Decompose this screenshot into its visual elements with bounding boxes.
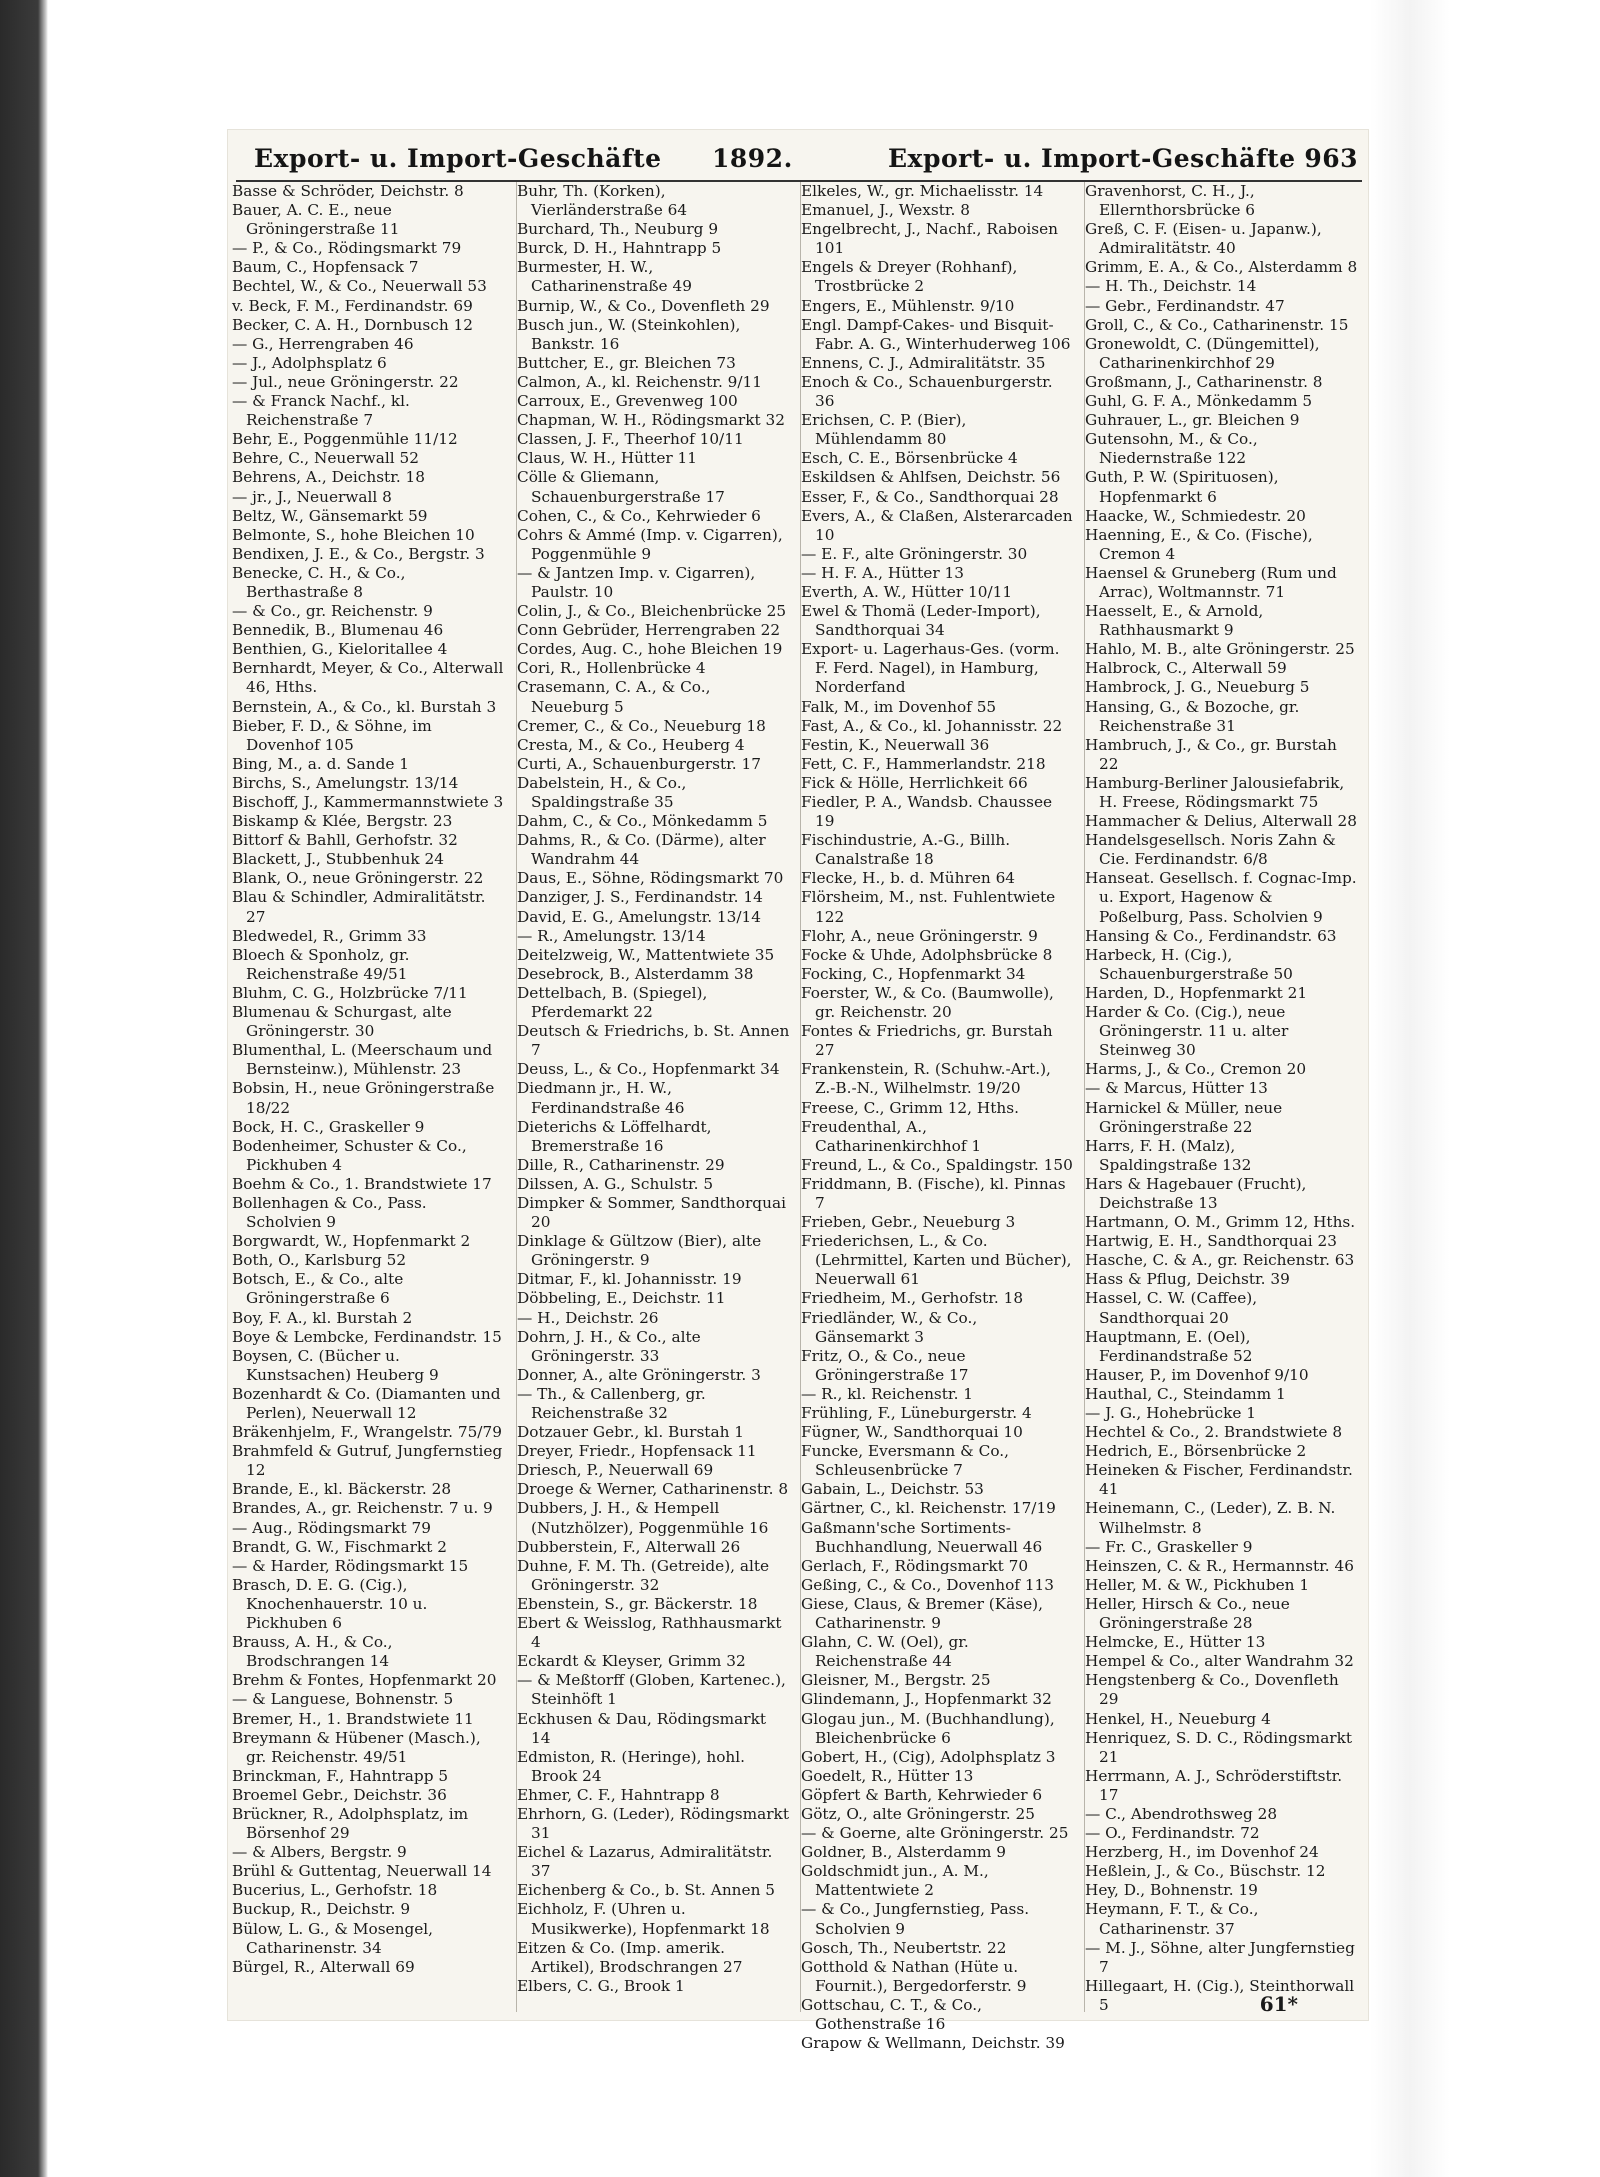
directory-entry: Buhr, Th. (Korken), Vierländerstraße 64 xyxy=(517,182,688,220)
directory-entry: Freudenthal, A., Catharinenkirchhof 1 xyxy=(801,1117,982,1155)
directory-entry: Harden, D., Hopfenmarkt 21 xyxy=(1085,983,1308,1002)
directory-entry: Gottschau, C. T., & Co., Gothenstraße 16 xyxy=(801,1995,982,2033)
directory-entry: Bieber, F. D., & Söhne, im Dovenhof 105 xyxy=(232,716,432,754)
scan-binding-edge xyxy=(0,0,48,2177)
directory-entry: — E. F., alte Gröningerstr. 30 xyxy=(801,544,1028,563)
directory-entry: — & Harder, Rödingsmarkt 15 xyxy=(232,1556,469,1575)
directory-entry: Benthien, G., Kieloritallee 4 xyxy=(232,640,448,659)
directory-entry: Burnip, W., & Co., Dovenfleth 29 xyxy=(517,296,770,315)
directory-entry: Brande, E., kl. Bäckerstr. 28 xyxy=(232,1480,452,1499)
directory-entry: Flecke, H., b. d. Mühren 64 xyxy=(801,869,1016,888)
directory-entry: — & Co., gr. Reichenstr. 9 xyxy=(232,602,433,621)
directory-entry: Export- u. Lagerhaus-Ges. (vorm. F. Ferd. Nagel), in Hamburg, Norderfand xyxy=(801,640,1060,697)
directory-entry: Dettelbach, B. (Spiegel), Pferdemarkt 22 xyxy=(517,983,708,1022)
directory-entry: Bollenhagen & Co., Pass. Scholvien 9 xyxy=(232,1193,427,1232)
directory-entry: Herrmann, A. J., Schröderstiftstr. 17 xyxy=(1085,1766,1343,1804)
directory-entry: — jr., J., Neuerwall 8 xyxy=(232,487,392,506)
directory-entry: Engl. Dampf-Cakes- und Bisquit-Fabr. A. G., Winterhuderweg 106 xyxy=(801,315,1071,353)
directory-entry: Both, O., Karlsburg 52 xyxy=(232,1251,407,1270)
directory-entry: Dimpker & Sommer, Sandthorquai 20 xyxy=(517,1193,786,1232)
directory-entry: Dabelstein, H., & Co., Spaldingstraße 35 xyxy=(517,773,687,811)
directory-entry: Gabain, L., Deichstr. 53 xyxy=(801,1480,984,1499)
directory-entry: Fick & Hölle, Herrlichkeit 66 xyxy=(801,773,1028,792)
directory-entry: Duhne, F. M. Th. (Getreide), alte Gröningerstr. 32 xyxy=(517,1556,770,1594)
directory-entry: Birchs, S., Amelungstr. 13/14 xyxy=(232,773,459,792)
directory-entry: Hambruch, J., & Co., gr. Burstah 22 xyxy=(1085,735,1337,773)
directory-entry: Blumenau & Schurgast, alte Gröningerstr. 30 xyxy=(232,1003,452,1041)
directory-entry: Calmon, A., kl. Reichenstr. 9/11 xyxy=(517,372,763,391)
directory-entry: Behrens, A., Deichstr. 18 xyxy=(232,468,426,487)
directory-entry: Freund, L., & Co., Spaldingstr. 150 xyxy=(801,1155,1073,1174)
directory-entry: Goedelt, R., Hütter 13 xyxy=(801,1766,974,1785)
directory-entry: — & Albers, Bergstr. 9 xyxy=(232,1843,407,1862)
directory-entry: Hansing, G., & Bozoche, gr. Reichenstraße 31 xyxy=(1085,697,1300,735)
directory-entry: Freese, C., Grimm 12, Hths. xyxy=(801,1098,1019,1117)
directory-entry: — Fr. C., Graskeller 9 xyxy=(1085,1537,1253,1556)
directory-entry: Hassel, C. W. (Caffee), Sandthorquai 20 xyxy=(1085,1289,1258,1327)
header-year: 1892. xyxy=(712,144,793,173)
directory-entry: Heßlein, J., & Co., Büschstr. 12 xyxy=(1085,1862,1326,1881)
directory-entry: Bluhm, C. G., Holzbrücke 7/11 xyxy=(232,983,468,1002)
directory-entry: Engelbrecht, J., Nachf., Raboisen 101 xyxy=(801,220,1058,258)
directory-entry: Frieben, Gebr., Neueburg 3 xyxy=(801,1213,1016,1232)
directory-entry: — Th., & Callenberg, gr. Reichenstraße 32 xyxy=(517,1384,706,1422)
directory-entry: Bechtel, W., & Co., Neuerwall 53 xyxy=(232,277,487,296)
directory-entry: Eckardt & Kleyser, Grimm 32 xyxy=(517,1652,746,1671)
directory-entry: Hansing & Co., Ferdinandstr. 63 xyxy=(1085,926,1337,945)
directory-entry: Baum, C., Hopfensack 7 xyxy=(232,258,419,277)
directory-entry: Blackett, J., Stubbenhuk 24 xyxy=(232,850,444,869)
directory-entry: Chapman, W. H., Rödingsmarkt 32 xyxy=(517,411,785,430)
directory-entry: Cori, R., Hollenbrücke 4 xyxy=(517,659,706,678)
directory-entry: Frankenstein, R. (Schuhw.-Art.), Z.-B.-N., Wilhelmstr. 19/20 xyxy=(801,1060,1051,1098)
directory-entry: Brückner, R., Adolphsplatz, im Börsenhof 29 xyxy=(232,1804,469,1843)
directory-entry: Herzberg, H., im Dovenhof 24 xyxy=(1085,1843,1319,1862)
directory-entry: Daus, E., Söhne, Rödingsmarkt 70 xyxy=(517,869,784,888)
directory-entry: Fischindustrie, A.-G., Billh. Canalstraße 18 xyxy=(801,831,1011,869)
directory-entry: Ehmer, C. F., Hahntrapp 8 xyxy=(517,1785,720,1804)
directory-entry: Dotzauer Gebr., kl. Burstah 1 xyxy=(517,1423,745,1442)
directory-entry: Ebert & Weisslog, Rathhausmarkt 4 xyxy=(517,1614,782,1652)
directory-entry: Benecke, C. H., & Co., Berthastraße 8 xyxy=(232,563,406,601)
directory-entry: Beltz, W., Gänsemarkt 59 xyxy=(232,506,428,525)
directory-entry: Grapow & Wellmann, Deichstr. 39 xyxy=(801,2034,1065,2053)
directory-entry: Fritz, O., & Co., neue Gröningerstraße 17 xyxy=(801,1346,969,1384)
directory-entry: Colin, J., & Co., Bleichenbrücke 25 xyxy=(517,602,787,621)
directory-entry: Guth, P. W. (Spirituosen), Hopfenmarkt 6 xyxy=(1085,468,1279,506)
directory-entry: Bobsin, H., neue Gröningerstraße 18/22 xyxy=(232,1079,495,1117)
directory-entry: Dubbers, J. H., & Hempell (Nutzhölzer), Poggenmühle 16 xyxy=(517,1499,769,1537)
header-section-title-left: Export- u. Import-Geschäfte xyxy=(254,144,662,173)
directory-entry: Cremer, C., & Co., Neueburg 18 xyxy=(517,716,766,735)
directory-entry: Boy, F. A., kl. Burstah 2 xyxy=(232,1308,413,1327)
directory-entry: Blank, O., neue Gröningerstr. 22 xyxy=(232,869,484,888)
directory-entry: Eitzen & Co. (Imp. amerik. Artikel), Brodschrangen 27 xyxy=(517,1938,743,1976)
directory-entry: Focke & Uhde, Adolphsbrücke 8 xyxy=(801,945,1053,964)
directory-entry: Hartmann, O. M., Grimm 12, Hths. xyxy=(1085,1213,1356,1232)
directory-entry: Hass & Pflug, Deichstr. 39 xyxy=(1085,1270,1290,1289)
directory-entry: Harms, J., & Co., Cremon 20 xyxy=(1085,1060,1307,1079)
directory-entry: — Gebr., Ferdinandstr. 47 xyxy=(1085,296,1285,315)
directory-entry: Cresta, M., & Co., Heuberg 4 xyxy=(517,735,745,754)
directory-entry: Haacke, W., Schmiedestr. 20 xyxy=(1085,506,1306,525)
directory-entry: Bing, M., a. d. Sande 1 xyxy=(232,754,410,773)
directory-entry: Heller, M. & W., Pickhuben 1 xyxy=(1085,1575,1310,1594)
directory-entry: Handelsgesellsch. Noris Zahn & Cie. Ferdinandstr. 6/8 xyxy=(1085,831,1336,869)
directory-entry: Biskamp & Klée, Bergstr. 23 xyxy=(232,812,453,831)
directory-entry: — & Marcus, Hütter 13 xyxy=(1085,1079,1268,1098)
directory-entry: — & Languese, Bohnenstr. 5 xyxy=(232,1690,454,1709)
directory-entry: Ditmar, F., kl. Johannisstr. 19 xyxy=(517,1270,742,1289)
directory-entry: Greß, C. F. (Eisen- u. Japanw.), Admiralitätstr. 40 xyxy=(1085,220,1322,258)
directory-entry: Cohrs & Ammé (Imp. v. Cigarren), Poggenmühle 9 xyxy=(517,525,783,563)
directory-entry: Gronewoldt, C. (Düngemittel), Catharinenkirchhof 29 xyxy=(1085,334,1320,372)
directory-entry: — C., Abendrothsweg 28 xyxy=(1085,1804,1278,1823)
directory-entry: Brahmfeld & Gutruf, Jungfernstieg 12 xyxy=(232,1442,503,1480)
directory-entry: Göpfert & Barth, Kehrwieder 6 xyxy=(801,1785,1043,1804)
directory-entry: Hartwig, E. H., Sandthorquai 23 xyxy=(1085,1232,1337,1251)
directory-entry: — Jul., neue Gröningerstr. 22 xyxy=(232,372,459,391)
directory-entry: David, E. G., Amelungstr. 13/14 xyxy=(517,907,762,926)
directory-entry: Hauthal, C., Steindamm 1 xyxy=(1085,1384,1286,1403)
directory-entry: Dohrn, J. H., & Co., alte Gröningerstr. 33 xyxy=(517,1327,701,1365)
directory-entry: Goldner, B., Alsterdamm 9 xyxy=(801,1843,1007,1862)
directory-entry: Carroux, E., Grevenweg 100 xyxy=(517,392,738,411)
directory-entry: Hasche, C. & A., gr. Reichenstr. 63 xyxy=(1085,1251,1355,1270)
directory-entry: Festin, K., Neuerwall 36 xyxy=(801,735,990,754)
directory-entry: Grimm, E. A., & Co., Alsterdamm 8 xyxy=(1085,258,1358,277)
directory-entry: Gravenhorst, C. H., J., Ellernthorsbrücke 6 xyxy=(1085,182,1255,220)
directory-entry: Hahlo, M. B., alte Gröningerstr. 25 xyxy=(1085,640,1355,659)
directory-entry: Behr, E., Poggenmühle 11/12 xyxy=(232,430,458,449)
directory-entry: Bledwedel, R., Grimm 33 xyxy=(232,926,427,945)
directory-entry: Glahn, C. W. (Oel), gr. Reichenstraße 44 xyxy=(801,1633,969,1671)
directory-entry: — R., kl. Reichenstr. 1 xyxy=(801,1384,974,1403)
directory-entry: Ehrhorn, G. (Leder), Rödingsmarkt 31 xyxy=(517,1804,789,1843)
directory-entry: Curti, A., Schauenburgerstr. 17 xyxy=(517,754,761,773)
directory-entry: — O., Ferdinandstr. 72 xyxy=(1085,1824,1260,1843)
directory-entry: Dieterichs & Löffelhardt, Bremerstraße 16 xyxy=(517,1117,712,1155)
directory-entry: Guhrauer, L., gr. Bleichen 9 xyxy=(1085,411,1300,430)
directory-entry: Fiedler, P. A., Wandsb. Chaussee 19 xyxy=(801,793,1053,831)
directory-entry: Gobert, H., (Cig), Adolphsplatz 3 xyxy=(801,1747,1056,1766)
directory-entry: — & Co., Jungfernstieg, Pass. Scholvien 9 xyxy=(801,1900,1030,1938)
directory-entry: Belmonte, S., hohe Bleichen 10 xyxy=(232,525,475,544)
directory-entry: Henkel, H., Neueburg 4 xyxy=(1085,1709,1271,1728)
directory-entry: Bülow, L. G., & Mosengel, Catharinenstr. 34 xyxy=(232,1919,434,1957)
directory-entry: Burchard, Th., Neuburg 9 xyxy=(517,220,719,239)
directory-entry: Friedländer, W., & Co., Gänsemarkt 3 xyxy=(801,1308,978,1346)
directory-entry: Crasemann, C. A., & Co., Neueburg 5 xyxy=(517,678,711,716)
directory-entry: Burmester, H. W., Catharinenstraße 49 xyxy=(517,258,692,296)
directory-entry: Cölle & Gliemann, Schauenburgerstraße 17 xyxy=(517,468,725,506)
directory-entry: Broemel Gebr., Deichstr. 36 xyxy=(232,1785,447,1804)
directory-entry: Erichsen, C. P. (Bier), Mühlendamm 80 xyxy=(801,411,967,449)
directory-entry: — R., Amelungstr. 13/14 xyxy=(517,926,706,945)
directory-entry: Frühling, F., Lüneburgerstr. 4 xyxy=(801,1404,1032,1422)
directory-entry: Engels & Dreyer (Rohhanf), Trostbrücke 2 xyxy=(801,258,1018,296)
column-1 xyxy=(232,182,505,2012)
directory-entry: Cohen, C., & Co., Kehrwieder 6 xyxy=(517,506,761,525)
directory-entry: — & Meßtorff (Globen, Kartenec.), Steinhöft 1 xyxy=(517,1671,786,1709)
directory-entry: Döbbeling, E., Deichstr. 11 xyxy=(517,1289,726,1308)
directory-entry: Ennens, C. J., Admiralitätstr. 35 xyxy=(801,353,1046,372)
directory-entry: Hechtel & Co., 2. Brandstwiete 8 xyxy=(1085,1423,1343,1442)
directory-entry: Harnickel & Müller, neue Gröningerstraße 22 xyxy=(1085,1098,1283,1136)
directory-entry: Brühl & Guttentag, Neuerwall 14 xyxy=(232,1862,492,1881)
directory-entry: Glogau jun., M. (Buchhandlung), Bleichenbrücke 6 xyxy=(801,1709,1055,1747)
directory-entry: Conn Gebrüder, Herrengraben 22 xyxy=(517,621,781,640)
directory-entry: Halbrock, C., Alterwall 59 xyxy=(1085,659,1287,678)
directory-entry: — H. Th., Deichstr. 14 xyxy=(1085,277,1257,296)
directory-entry: Heymann, F. T., & Co., Catharinenstr. 37 xyxy=(1085,1900,1259,1938)
directory-entry: Enoch & Co., Schauenburgerstr. 36 xyxy=(801,372,1053,411)
directory-entry: Eckhusen & Dau, Rödingsmarkt 14 xyxy=(517,1709,767,1747)
directory-entry: Bischoff, J., Kammermannstwiete 3 xyxy=(232,793,504,811)
directory-entry: Elbers, C. G., Brook 1 xyxy=(517,1976,685,1995)
directory-entry: Esch, C. E., Börsenbrücke 4 xyxy=(801,449,1018,468)
directory-entry: — Aug., Rödingsmarkt 79 xyxy=(232,1518,432,1537)
directory-entry: Hillegaart, H. (Cig.), Steinthorwall 5 xyxy=(1085,1976,1355,2014)
directory-entry: Flörsheim, M., nst. Fuhlentwiete 122 xyxy=(801,888,1056,926)
directory-entry: v. Beck, F. M., Ferdinandstr. 69 xyxy=(232,296,473,315)
directory-entry: Dinklage & Gültzow (Bier), alte Gröningerstr. 9 xyxy=(517,1232,762,1270)
directory-entry: Harrs, F. H. (Malz), Spaldingstraße 132 xyxy=(1085,1136,1252,1174)
directory-entry: Bock, H. C., Graskeller 9 xyxy=(232,1117,425,1136)
directory-entry: Götz, O., alte Gröningerstr. 25 xyxy=(801,1804,1035,1823)
directory-entry: Gärtner, C., kl. Reichenstr. 17/19 xyxy=(801,1499,1056,1518)
directory-entry: Becker, C. A. H., Dornbusch 12 xyxy=(232,315,474,334)
directory-entry: Emanuel, J., Wexstr. 8 xyxy=(801,201,970,220)
directory-entry: Eichel & Lazarus, Admiralitätstr. 37 xyxy=(517,1843,773,1881)
directory-entry: Gotthold & Nathan (Hüte u. Fournit.), Bergedorferstr. 9 xyxy=(801,1957,1027,1995)
directory-entry: Boye & Lembcke, Ferdinandstr. 15 xyxy=(232,1327,502,1346)
directory-entry: Claus, W. H., Hütter 11 xyxy=(517,449,698,468)
directory-entry: Friddmann, B. (Fische), kl. Pinnas 7 xyxy=(801,1174,1066,1212)
directory-entry: Everth, A. W., Hütter 10/11 xyxy=(801,582,1013,601)
directory-entry: Brehm & Fontes, Hopfenmarkt 20 xyxy=(232,1671,497,1690)
directory-entry: Behre, C., Neuerwall 52 xyxy=(232,449,419,468)
directory-entry: Guhl, G. F. A., Mönkedamm 5 xyxy=(1085,392,1313,411)
directory-entry: Eichholz, F. (Uhren u. Musikwerke), Hopfenmarkt 18 xyxy=(517,1900,770,1938)
directory-entry: — H. F. A., Hütter 13 xyxy=(801,563,964,582)
directory-entry: Hamburg-Berliner Jalousiefabrik, H. Freese, Rödingsmarkt 75 xyxy=(1085,773,1345,811)
directory-entry: Flohr, A., neue Gröningerstr. 9 xyxy=(801,926,1038,945)
directory-entry: Dreyer, Friedr., Hopfensack 11 xyxy=(517,1442,757,1461)
directory-entry: Goldschmidt jun., A. M., Mattentwiete 2 xyxy=(801,1862,989,1900)
directory-entry: Deuss, L., & Co., Hopfenmarkt 34 xyxy=(517,1060,780,1079)
directory-entry: Botsch, E., & Co., alte Gröningerstraße 6 xyxy=(232,1270,404,1308)
directory-entry: Boehm & Co., 1. Brandstwiete 17 xyxy=(232,1174,492,1193)
directory-entry: Bräkenhjelm, F., Wrangelstr. 75/79 xyxy=(232,1423,502,1442)
directory-entry: Burck, D. H., Hahntrapp 5 xyxy=(517,239,722,258)
directory-entry: Elkeles, W., gr. Michaelisstr. 14 xyxy=(801,182,1044,200)
directory-entry: — P., & Co., Rödingsmarkt 79 xyxy=(232,239,462,258)
directory-entry: Boysen, C. (Bücher u. Kunstsachen) Heuberg 9 xyxy=(232,1346,439,1384)
directory-entry: Blumenthal, L. (Meerschaum und Bernsteinw.), Mühlenstr. 23 xyxy=(232,1041,493,1079)
column-4 xyxy=(1084,182,1358,2012)
directory-entry: Hambrock, J. G., Neueburg 5 xyxy=(1085,678,1310,697)
directory-entry: — & Jantzen Imp. v. Cigarren), Paulstr. 10 xyxy=(517,563,756,601)
directory-entry: — G., Herrengraben 46 xyxy=(232,334,414,353)
directory-entry: Geßing, C., & Co., Dovenhof 113 xyxy=(801,1575,1055,1594)
directory-entry: Hammacher & Delius, Alterwall 28 xyxy=(1085,812,1358,831)
directory-entry: Haenning, E., & Co. (Fische), Cremon 4 xyxy=(1085,525,1313,563)
directory-entry: Hauser, P., im Dovenhof 9/10 xyxy=(1085,1365,1309,1384)
directory-entry: Danziger, J. S., Ferdinandstr. 14 xyxy=(517,888,763,907)
column-2 xyxy=(516,182,790,2012)
directory-entry: Basse & Schröder, Deichstr. 8 xyxy=(232,182,464,200)
directory-entry: Deitelzweig, W., Mattentwiete 35 xyxy=(517,945,775,964)
directory-page xyxy=(228,130,1368,2053)
scan-margin xyxy=(1370,0,1600,2177)
directory-entry: Donner, A., alte Gröningerstr. 3 xyxy=(517,1365,761,1384)
directory-entry: Dahms, R., & Co. (Därme), alter Wandrahm 44 xyxy=(517,831,766,869)
directory-entry: Bernhardt, Meyer, & Co., Alterwall 46, Hths. xyxy=(232,659,504,697)
directory-entry: Friederichsen, L., & Co. (Lehrmittel, Karten und Bücher), Neuerwall 61 xyxy=(801,1232,1072,1289)
directory-entry: Glindemann, J., Hopfenmarkt 32 xyxy=(801,1690,1052,1709)
directory-entry: Harder & Co. (Cig.), neue Gröningerstr. 11 u. alter Steinweg 30 xyxy=(1085,1003,1289,1060)
directory-entry: Edmiston, R. (Heringe), hohl. Brook 24 xyxy=(517,1747,746,1785)
directory-entry: Bauer, A. C. E., neue Gröningerstraße 11 xyxy=(232,201,400,239)
directory-entry: Hauptmann, E. (Oel), Ferdinandstraße 52 xyxy=(1085,1327,1253,1365)
directory-entry: Gutensohn, M., & Co., Niedernstraße 122 xyxy=(1085,430,1258,468)
directory-entry: Bodenheimer, Schuster & Co., Pickhuben 4 xyxy=(232,1136,467,1174)
directory-entry: — & Franck Nachf., kl. Reichenstraße 7 xyxy=(232,392,410,430)
directory-entry: Deutsch & Friedrichs, b. St. Annen 7 xyxy=(517,1022,790,1060)
directory-entry: Groll, C., & Co., Catharinenstr. 15 xyxy=(1085,315,1349,334)
directory-columns xyxy=(232,182,1364,2053)
page-number: 963 xyxy=(1304,144,1358,173)
sheet-signature: 61* xyxy=(1259,1992,1298,2016)
directory-entry: Borgwardt, W., Hopfenmarkt 2 xyxy=(232,1232,471,1251)
directory-entry: Gaßmann'sche Sortiments-Buchhandlung, Neuerwall 46 xyxy=(801,1518,1043,1556)
directory-entry: — M. J., Söhne, alter Jungfernstieg 7 xyxy=(1085,1938,1355,1976)
directory-entry: Bucerius, L., Gerhofstr. 18 xyxy=(232,1881,438,1900)
directory-entry: Hey, D., Bohnenstr. 19 xyxy=(1085,1881,1258,1900)
directory-entry: Cordes, Aug. C., hohe Bleichen 19 xyxy=(517,640,783,659)
directory-entry: Busch jun., W. (Steinkohlen), Bankstr. 16 xyxy=(517,315,741,353)
directory-entry: Falk, M., im Dovenhof 55 xyxy=(801,697,997,716)
directory-entry: Bozenhardt & Co. (Diamanten und Perlen), Neuerwall 12 xyxy=(232,1384,501,1422)
directory-entry: Henriquez, S. D. C., Rödingsmarkt 21 xyxy=(1085,1728,1353,1766)
directory-entry: Giese, Claus, & Bremer (Käse), Catharinenstr. 9 xyxy=(801,1594,1044,1633)
directory-entry: Bennedik, B., Blumenau 46 xyxy=(232,621,444,640)
directory-entry: Harbeck, H. (Cig.), Schauenburgerstraße 50 xyxy=(1085,945,1293,983)
directory-entry: Brauss, A. H., & Co., Brodschrangen 14 xyxy=(232,1633,393,1671)
directory-entry: Haensel & Gruneberg (Rum und Arrac), Woltmannstr. 71 xyxy=(1085,563,1337,601)
directory-entry: Engers, E., Mühlenstr. 9/10 xyxy=(801,296,1015,315)
header-section-title-right: Export- u. Import-Geschäfte xyxy=(888,144,1296,173)
directory-entry: Foerster, W., & Co. (Baumwolle), gr. Reichenstr. 20 xyxy=(801,983,1054,1022)
directory-entry: Ebenstein, S., gr. Bäckerstr. 18 xyxy=(517,1594,758,1613)
directory-entry: Bloech & Sponholz, gr. Reichenstraße 49/51 xyxy=(232,945,410,983)
directory-entry: Dubberstein, F., Alterwall 26 xyxy=(517,1537,741,1556)
directory-entry: Bernstein, A., & Co., kl. Burstah 3 xyxy=(232,697,497,716)
page-header xyxy=(236,144,1362,180)
directory-entry: Bendixen, J. E., & Co., Bergstr. 3 xyxy=(232,544,485,563)
directory-entry: Fügner, W., Sandthorquai 10 xyxy=(801,1423,1023,1442)
directory-entry: — J., Adolphsplatz 6 xyxy=(232,353,387,372)
directory-entry: Desebrock, B., Alsterdamm 38 xyxy=(517,964,754,983)
directory-entry: Hedrich, E., Börsenbrücke 2 xyxy=(1085,1442,1307,1461)
directory-entry: Brandt, G. W., Fischmarkt 2 xyxy=(232,1537,447,1556)
directory-entry: Evers, A., & Claßen, Alsterarcaden 10 xyxy=(801,506,1073,544)
directory-entry: Gerlach, F., Rödingsmarkt 70 xyxy=(801,1556,1029,1575)
directory-entry: Heinszen, C. & R., Hermannstr. 46 xyxy=(1085,1556,1354,1575)
directory-entry: Fontes & Friedrichs, gr. Burstah 27 xyxy=(801,1022,1053,1060)
directory-entry: Fett, C. F., Hammerlandstr. 218 xyxy=(801,754,1046,773)
directory-entry: Hars & Hagebauer (Frucht), Deichstraße 13 xyxy=(1085,1174,1307,1212)
directory-entry: Hengstenberg & Co., Dovenfleth 29 xyxy=(1085,1671,1339,1709)
directory-entry: — H., Deichstr. 26 xyxy=(517,1308,659,1327)
directory-entry: Dille, R., Catharinenstr. 29 xyxy=(517,1155,725,1174)
directory-entry: Haesselt, E., & Arnold, Rathhausmarkt 9 xyxy=(1085,602,1264,640)
directory-entry: Fast, A., & Co., kl. Johannisstr. 22 xyxy=(801,716,1063,735)
directory-entry: Bürgel, R., Alterwall 69 xyxy=(232,1957,415,1976)
directory-entry: Focking, C., Hopfenmarkt 34 xyxy=(801,964,1026,983)
directory-entry: Gleisner, M., Bergstr. 25 xyxy=(801,1671,991,1690)
directory-entry: Brasch, D. E. G. (Cig.), Knochenhauerstr. 10 u. Pickhuben 6 xyxy=(232,1575,428,1633)
directory-entry: Blau & Schindler, Admiralitätstr. 27 xyxy=(232,888,486,926)
directory-entry: Hempel & Co., alter Wandrahm 32 xyxy=(1085,1652,1354,1671)
directory-entry: — J. G., Hohebrücke 1 xyxy=(1085,1404,1256,1422)
directory-entry: Heinemann, C., (Leder), Z. B. N. Wilhelmstr. 8 xyxy=(1085,1499,1336,1537)
directory-entry: Brandes, A., gr. Reichenstr. 7 u. 9 xyxy=(232,1499,493,1518)
directory-entry: Ewel & Thomä (Leder-Import), Sandthorquai 34 xyxy=(801,602,1041,640)
directory-entry: Großmann, J., Catharinenstr. 8 xyxy=(1085,372,1323,391)
directory-entry: Friedheim, M., Gerhofstr. 18 xyxy=(801,1289,1024,1308)
directory-entry: Dahm, C., & Co., Mönkedamm 5 xyxy=(517,812,768,831)
directory-entry: Breymann & Hübener (Masch.), gr. Reichenstr. 49/51 xyxy=(232,1728,481,1766)
directory-entry: Classen, J. F., Theerhof 10/11 xyxy=(517,430,744,449)
directory-entry: Droege & Werner, Catharinenstr. 8 xyxy=(517,1480,789,1499)
directory-entry: Brinckman, F., Hahntrapp 5 xyxy=(232,1766,449,1785)
directory-entry: Diedmann jr., H. W., Ferdinandstraße 46 xyxy=(517,1079,685,1117)
directory-entry: Buckup, R., Deichstr. 9 xyxy=(232,1900,411,1919)
directory-entry: Esser, F., & Co., Sandthorquai 28 xyxy=(801,487,1059,506)
directory-entry: Gosch, Th., Neubertstr. 22 xyxy=(801,1938,1007,1957)
directory-entry: Driesch, P., Neuerwall 69 xyxy=(517,1461,714,1480)
directory-entry: Helmcke, E., Hütter 13 xyxy=(1085,1633,1266,1652)
directory-entry: Bittorf & Bahll, Gerhofstr. 32 xyxy=(232,831,458,850)
directory-entry: Heller, Hirsch & Co., neue Gröningerstraße 28 xyxy=(1085,1594,1290,1633)
directory-entry: Bremer, H., 1. Brandstwiete 11 xyxy=(232,1709,474,1728)
directory-entry: Hanseat. Gesellsch. f. Cognac-Imp. u. Export, Hagenow & Poßelburg, Pass. Scholvien 9 xyxy=(1085,869,1357,926)
directory-entry: Heineken & Fischer, Ferdinandstr. 41 xyxy=(1085,1461,1353,1499)
directory-entry: Funcke, Eversmann & Co., Schleusenbrücke 7 xyxy=(801,1442,1009,1480)
directory-entry: Eichenberg & Co., b. St. Annen 5 xyxy=(517,1881,776,1900)
directory-entry: — & Goerne, alte Gröningerstr. 25 xyxy=(801,1824,1069,1843)
directory-entry: Dilssen, A. G., Schulstr. 5 xyxy=(517,1174,714,1193)
directory-entry: Eskildsen & Ahlfsen, Deichstr. 56 xyxy=(801,468,1061,487)
column-3 xyxy=(800,182,1074,2053)
directory-entry: Buttcher, E., gr. Bleichen 73 xyxy=(517,353,736,372)
